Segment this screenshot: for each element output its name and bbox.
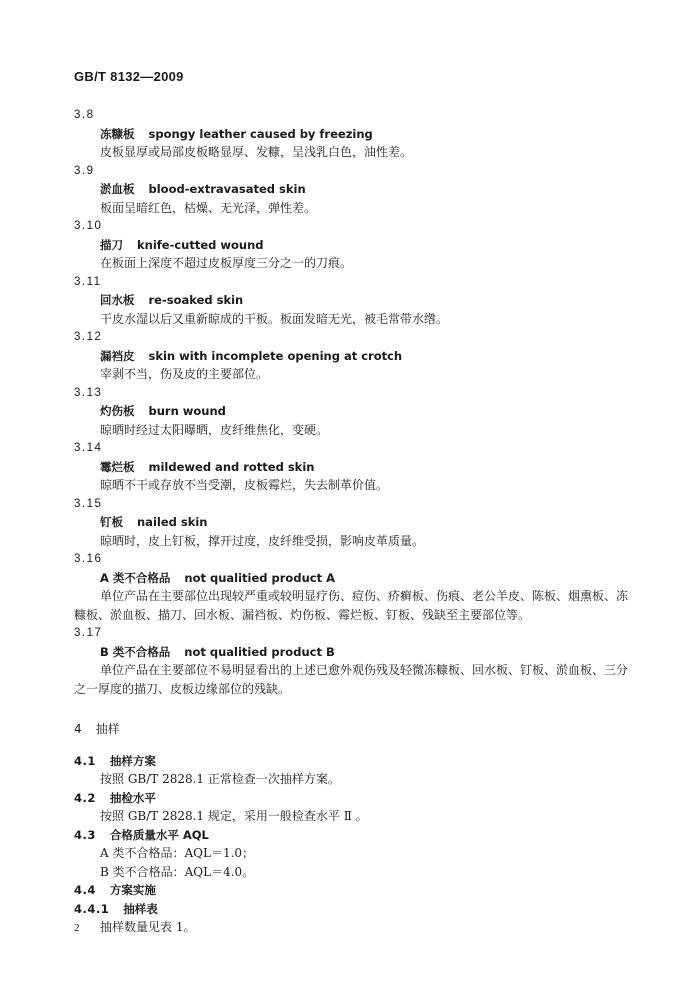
- term-entry: [74, 106, 634, 162]
- term-en: nailed skin: [137, 515, 208, 529]
- term-title: [74, 347, 634, 366]
- term-entry: [74, 439, 634, 495]
- term-definition: 在板面上深度不超过皮板厚度三分之一的刀痕。: [100, 256, 353, 270]
- subclause: [74, 826, 634, 882]
- subclause: [74, 752, 634, 789]
- term-number: 3.12: [74, 331, 103, 343]
- term-title: [74, 458, 634, 477]
- term-entry: [74, 328, 634, 384]
- subclause: [74, 881, 634, 900]
- term-zh: 描刀: [100, 237, 123, 252]
- subclause: [74, 789, 634, 826]
- clause-title: 抽样: [95, 722, 120, 736]
- term-entry: [74, 495, 634, 551]
- subclause-heading: [74, 752, 634, 771]
- term-definition: 宰剥不当，伤及皮的主要部位。: [100, 367, 269, 381]
- subclause: [74, 900, 634, 937]
- term-title: [74, 643, 634, 662]
- term-title: [74, 569, 634, 588]
- term-zh: A 类不合格品: [100, 570, 171, 585]
- subclause-number: 4.4.1: [74, 901, 110, 916]
- term-en: mildewed and rotted skin: [148, 459, 315, 474]
- term-definition: 晾晒时经过太阳曝晒，皮纤维焦化，变硬。: [100, 422, 329, 437]
- term-en: re-soaked skin: [148, 293, 244, 307]
- subclause-title: 方案实施: [109, 883, 156, 897]
- term-title: [74, 125, 634, 144]
- term-zh: 冻糠板: [100, 126, 135, 141]
- term-en: knife-cutted wound: [137, 237, 264, 252]
- term-definition: 单位产品在主要部位不易明显看出的上述已愈外观伤残及轻微冻糠板、回水板、钉板、淤血板、三分之一厚度的描刀、皮板边缘部位的残缺。: [74, 663, 629, 696]
- term-number: 3.17: [74, 627, 103, 639]
- term-definition: 干皮水湿以后又重新晾成的干板。板面发暗无光，被毛常带水绺。: [100, 311, 449, 326]
- term-en: not qualitied product B: [184, 644, 335, 659]
- subclause-title: 抽样表: [123, 901, 158, 916]
- term-en: skin with incomplete opening at crotch: [148, 348, 403, 363]
- term-entry: [74, 550, 634, 624]
- term-definition: 晾晒不干或存放不当受潮，皮板霉烂，失去制革价值。: [100, 478, 389, 492]
- term-zh: 漏裆皮: [100, 348, 135, 363]
- term-entries: [74, 106, 634, 698]
- term-definition: 晾晒时，皮上钉板，撑开过度，皮纤维受损，影响皮革质量。: [100, 533, 425, 548]
- term-zh: 淤血板: [100, 182, 135, 196]
- term-zh: B 类不合格品: [100, 644, 171, 659]
- term-zh: 钉板: [100, 515, 123, 529]
- term-title: [74, 236, 634, 255]
- term-number: 3.15: [74, 497, 103, 510]
- subclause-heading: [74, 881, 634, 900]
- term-zh: 灼伤板: [100, 404, 135, 418]
- term-entry: [74, 624, 634, 698]
- clause-number: 4: [74, 722, 82, 736]
- term-number: 3.13: [74, 386, 103, 399]
- term-entry: [74, 162, 634, 218]
- term-title: [74, 180, 634, 199]
- subclause-title: 抽样方案: [109, 753, 156, 768]
- subclause-text: 抽样数量见表 1。: [100, 920, 196, 934]
- subclause-number: 4.3: [74, 827, 96, 842]
- term-zh: 回水板: [100, 293, 135, 307]
- term-title: [74, 291, 634, 310]
- subclause-text: 按照 GB/T 2828.1 正常检查一次抽样方案。: [100, 772, 340, 786]
- clause-heading: [74, 720, 634, 739]
- subclause-text: B 类不合格品：AQL＝4.0。: [100, 864, 255, 879]
- term-number: 3.16: [74, 553, 103, 565]
- page-content: [74, 106, 634, 937]
- term-en: spongy leather caused by freezing: [148, 126, 373, 141]
- term-number: 3.9: [74, 164, 95, 177]
- subclause-number: 4.4: [74, 883, 96, 897]
- term-title: [74, 513, 634, 532]
- term-title: [74, 402, 634, 421]
- page-number: 2: [74, 922, 80, 934]
- subclause-title: 合格质量水平 AQL: [109, 827, 209, 842]
- subclause-number: 4.2: [74, 790, 96, 805]
- term-number: 3.8: [74, 109, 95, 121]
- subclause-heading: [74, 826, 634, 845]
- subclause-heading: [74, 900, 634, 919]
- subclause-number: 4.1: [74, 753, 96, 768]
- term-en: blood-extravasated skin: [148, 182, 306, 196]
- term-entry: [74, 384, 634, 440]
- term-en: not qualitied product A: [184, 570, 335, 585]
- term-number: 3.14: [74, 442, 103, 454]
- term-zh: 霉烂板: [100, 459, 135, 474]
- subclause-title: 抽检水平: [109, 790, 156, 805]
- term-number: 3.11: [74, 275, 102, 288]
- term-entry: [74, 217, 634, 273]
- term-entry: [74, 273, 634, 329]
- subclause-text: A 类不合格品：AQL＝1.0；: [100, 846, 255, 860]
- term-number: 3.10: [74, 220, 103, 232]
- term-en: burn wound: [148, 404, 226, 418]
- document-header: GB/T 8132—2009: [74, 69, 184, 84]
- subclauses: [74, 752, 634, 937]
- subclause-text: 按照 GB/T 2828.1 规定，采用一般检查水平 Ⅱ 。: [100, 809, 368, 823]
- subclause-heading: [74, 789, 634, 808]
- term-definition: 单位产品在主要部位出现较严重或较明显疗伤、痘伤、疥癣板、伤痕、老公羊皮、陈板、烟熏板、冻糠板、淤血板、描刀、回水板、漏裆板、灼伤板、霉烂板、钉板、残缺至主要部位等。: [74, 589, 629, 622]
- term-definition: 板面呈暗红色，枯燥、无光泽，弹性差。: [100, 200, 317, 215]
- term-definition: 皮板显厚或局部皮板略显厚、发糠，呈浅乳白色，油性差。: [100, 145, 413, 159]
